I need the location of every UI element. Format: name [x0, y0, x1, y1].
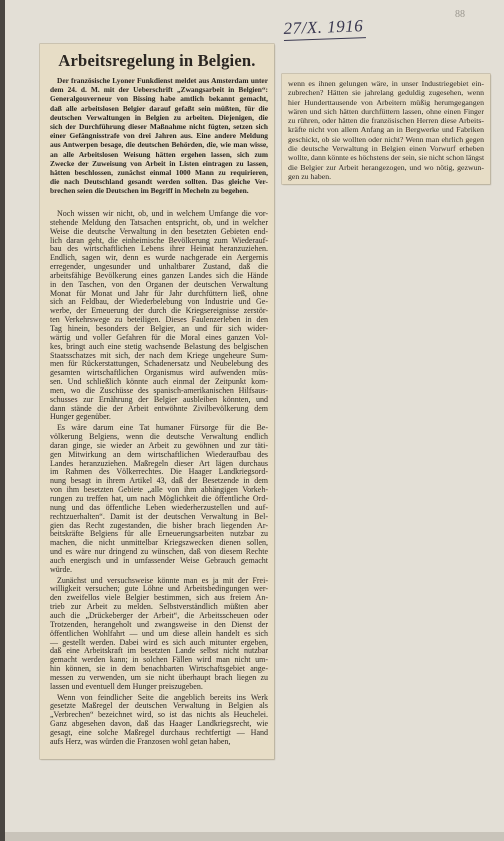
text-line: Wenn von feindlicher Seite die angeblich bereits ins Werk [57, 692, 268, 702]
text-line: men für Rückerstattungen, Schadenersatz und Neubelebung des [50, 359, 268, 369]
text-line: sich an Feldbau, der Wiederbelebung von Industrie und Ge- [50, 297, 268, 307]
text-line: daß alle arbeitslosen Belgier darauf gefaßt sein müßten, für die [50, 103, 268, 113]
text-line: Staatsschatzes mit sich, der nach dem Kriege ungeheure Sum- [50, 350, 268, 360]
text-line: Generalgouverneur von Bissing habe amtlich bekannt gemacht, [50, 94, 268, 104]
text-line: geschickt, ob sie wollten oder nicht? Wenn man ehrlich gegen [288, 134, 484, 144]
text-line: den zweifellos viele Belgier bestimmen, sich aus freiem An- [50, 593, 268, 603]
paragraph [50, 694, 268, 747]
text-line: Endlich, sagen wir, denn es wurde nachgerade ein Aergernis [50, 253, 268, 263]
text-line: gen zu haben. [288, 171, 332, 181]
text-line: trieb zur Arbeit zu melden. Selbstverständlich müßten aber [50, 602, 268, 612]
text-line: messen zu verwenden, um sie nicht überhaupt brach liegen zu [50, 672, 268, 682]
text-line: dem 24. d. M. mit der Ueberschrift „Zwangsarbeit in Belgien“: [50, 85, 268, 95]
text-line: gemacht werden kann; in solchen Fällen wird man nicht um- [50, 655, 268, 665]
paragraph [50, 76, 268, 196]
text-line: und es wäre nur dringend zu wünschen, daß von diesem Rechte [50, 547, 268, 557]
paragraph [288, 79, 484, 181]
text-line: machen, die nicht unmittelbar Kriegszwecken dienen sollen, [50, 538, 268, 548]
text-line: Tag hinein, besonders der Belgier, an und für sich wider- [50, 323, 268, 333]
text-line: nung besagt in ihrem Artikel 43, daß der Besetzende in dem [50, 476, 268, 486]
text-line: hätten beschlossen, zunächst einmal 1000 Mann zu requirieren, [50, 168, 268, 178]
text-line: Weise die deutsche Verwaltung in den besetzten Gebieten end- [50, 226, 268, 236]
text-line: Monat für Monat und Jahr für Jahr durchfüttern ließ, ohne [50, 288, 268, 298]
text-line: — gestellt werden. Dabei wird es sich auch mitunter ergeben, [50, 637, 268, 647]
text-line: deutschen Verwaltungen in Belgien zu arbeiten. Diejenigen, die [50, 112, 268, 122]
text-line: gen Mitwirkung an dem wirtschaftlichen Wiederaufbau des [50, 449, 268, 459]
text-line: Zunächst und versuchsweise könnte man es ja mit der Frei- [57, 575, 268, 585]
text-line: sich der Durchführung dieser Maßnahme nicht fügten, setzen sich [50, 122, 268, 132]
text-line: gesetzte Maßregel der deutschen Verwaltung in Belgien als [50, 701, 268, 711]
text-line: daran ginge, sie wieder an Arbeit zu gewöhnen und zur täti- [50, 440, 268, 450]
text-line: wären und sich hätten durchfüttern lassen, ohne einen Finger [288, 106, 484, 116]
text-line: arbeitsfähige Bevölkerung eines ganzen Landes sich die Hände [50, 270, 268, 280]
article-lead [50, 76, 268, 196]
text-line: an alle Arbeitslosen Weisung hätten ergehen lassen, sich zum [50, 149, 268, 159]
text-line: auch die „Drückeberger der Arbeit“, die Arbeitsscheuen oder [50, 610, 268, 620]
paragraph [50, 424, 268, 574]
text-line: Ganz abgesehen davon, daß das Haager Landkriegsrecht, wie [50, 719, 268, 729]
text-line: beitskräfte Belgiens für alle Erneuerungsarbeiten nutzbar zu [50, 529, 268, 539]
newspaper-clipping-continuation [282, 74, 490, 184]
text-line: sen. Und schließlich könnte auch einmal der Zeitpunkt kom- [50, 377, 268, 387]
text-line: Zwecke der Zuweisung von Arbeit in Listen eintragen zu lassen, [50, 158, 268, 168]
article-title: Arbeitsregelung in Belgien. [58, 51, 256, 70]
newspaper-clipping-main [40, 44, 274, 759]
article-body [50, 210, 268, 747]
text-line: wenn es ihnen gelungen wäre, in unser Industriegebiet ein- [288, 79, 484, 88]
text-line: erregender, ungesunder und unhaltbarer Zustand, daß die [50, 262, 268, 272]
text-line: hier Hunderttausende von Arbeitern müßig herumgegangen [288, 97, 484, 107]
text-line: Es wäre darum eine Tat humaner Fürsorge für die Be- [57, 423, 268, 433]
paragraph [50, 577, 268, 692]
text-line: lassen und eventuell dem Hunger preiszugeben. [50, 681, 203, 691]
text-line: gesamten wirtschaftlichen Organismus wird aufwenden müs- [50, 368, 268, 378]
handwritten-date: 27/X. 1916 [283, 16, 365, 41]
text-line: wärtig und voller Gefahren für die Moral eines ganzen Vol- [50, 332, 268, 342]
text-line: hin können, sie in dem benachbarten Wirtschaftsgebiet ange- [50, 664, 268, 674]
text-line: auch energisch und in umfassender Weise Gebrauch gemacht [50, 555, 268, 565]
text-line: daß eine Arbeitskraft im besetzten Lande selbst nicht nutzbar [50, 646, 268, 656]
text-line: einer Gefängnisstrafe von drei Jahren aus. Eine andere Meldung [50, 131, 268, 141]
text-line: stehende Meldung den Tatsachen entspricht, ob, und in welcher [50, 217, 268, 227]
text-line: schusses zur Ernährung der Belgier ausbleiben könnten, und [50, 394, 268, 404]
text-line: völkerung Belgiens, wenn die deutsche Verwaltung endlich [50, 432, 268, 442]
text-line: zubrechen? Hätten sie jahrelang geduldig zugesehen, wenn [288, 88, 484, 98]
text-line: gesagt, eine solche Maßregel durchaus rechtfertigt — Hand [50, 727, 268, 737]
text-line: werbe, der Erneuerung der durch die Kriegsereignisse zerstör- [50, 306, 268, 316]
text-line: würde. [50, 564, 72, 574]
text-line: die Belgier zur Arbeit herangezogen, und wo nötig, gezwun- [288, 162, 484, 172]
text-line: rechtzuerhalten“. Damit ist der deutschen Verwaltung in Bel- [50, 511, 268, 521]
scan-bottom-edge [5, 832, 504, 841]
text-line: brechen seien die Deutschen im Begriff in Mecheln zu begehen. [50, 186, 249, 196]
text-line: im Rahmen des Völkerrechtes. Die Haager Landkriegsord- [50, 467, 268, 477]
text-line: in den Taschen, von den Organen der deutschen Verwaltung [50, 279, 268, 289]
text-line: lich daran geht, die einheimische Bevölkerung zum Wiederauf- [50, 235, 268, 245]
text-line: die deutsche Verwaltung in Belgien einen Vorwurf erheben [288, 144, 484, 154]
text-line: wollte, dann könnte es höchstens der sein, sie nicht schon längst [288, 153, 485, 163]
text-line: Trotzenden, herangeholt und zwangsweise in den Dienst der [50, 619, 268, 629]
text-line: kes, bringt auch eine stetig wachsende Belastung des belgischen [50, 341, 268, 351]
text-line: dann stände die der Arbeit entwöhnte Zivilbevölkerung dem [50, 403, 268, 413]
text-line: zu rühren, oder hätten die französischen Herren diese Arbeits- [288, 116, 484, 126]
text-line: rungen zu treffen hat, um nach Möglichkeit die öffentliche Ord- [50, 494, 268, 503]
text-line: nung und das öffentliche Leben wiederherzustellen und auf- [50, 502, 268, 512]
text-line: Der französische Lyoner Funkdienst meldet aus Amsterdam unter [57, 76, 268, 85]
text-line: aufs Herz, was würden die Franzosen wohl getan haben, [50, 736, 231, 746]
text-line: öffentlichen Wohlfahrt — und um diese allein handelt es sich [50, 628, 268, 638]
paragraph [50, 210, 268, 422]
text-line: Landes heranzuziehen. Maßregeln dieser Art lägen durchaus [50, 458, 268, 468]
text-line: gien das Recht zugestanden, die bisher brach liegenden Ar- [50, 520, 268, 530]
text-line: „Verbrechen“ bezeichnet wird, so ist das nichts als Heuchelei. [50, 710, 268, 720]
text-line: willigkeit versuchen; gute Löhne und Arbeitsbedingungen wer- [50, 584, 268, 594]
article-continuation [288, 79, 484, 181]
text-line: men, wo die Zuschüsse des spanisch-amerikanischen Hilfsaus- [50, 385, 268, 395]
text-line: aus Antwerpen besage, die deutschen Behörden, die, wie man wisse, [50, 140, 268, 150]
text-line: Hunger gegenüber. [50, 412, 111, 422]
text-line: von ihm besetzten Gebiete „alle von ihm abhängigen Vorkeh- [50, 485, 268, 495]
text-line: ten Verkehrswege zu beteiligen. Dieses Faulenzerleben in den [50, 315, 268, 325]
text-line: die nach Deutschland gesandt werden sollten. Das gleiche Ver- [50, 177, 268, 187]
folio-number: 88 [455, 9, 465, 20]
text-line: bau des wirtschaftlichen Lebens ihrer Heimat heranzuziehen. [50, 244, 268, 254]
text-line: Noch wissen wir nicht, ob, und in welchem Umfange die vor- [57, 209, 268, 218]
text-line: kräfte nicht von allem Anfang an in Bergwerke und Fabriken [288, 125, 484, 135]
